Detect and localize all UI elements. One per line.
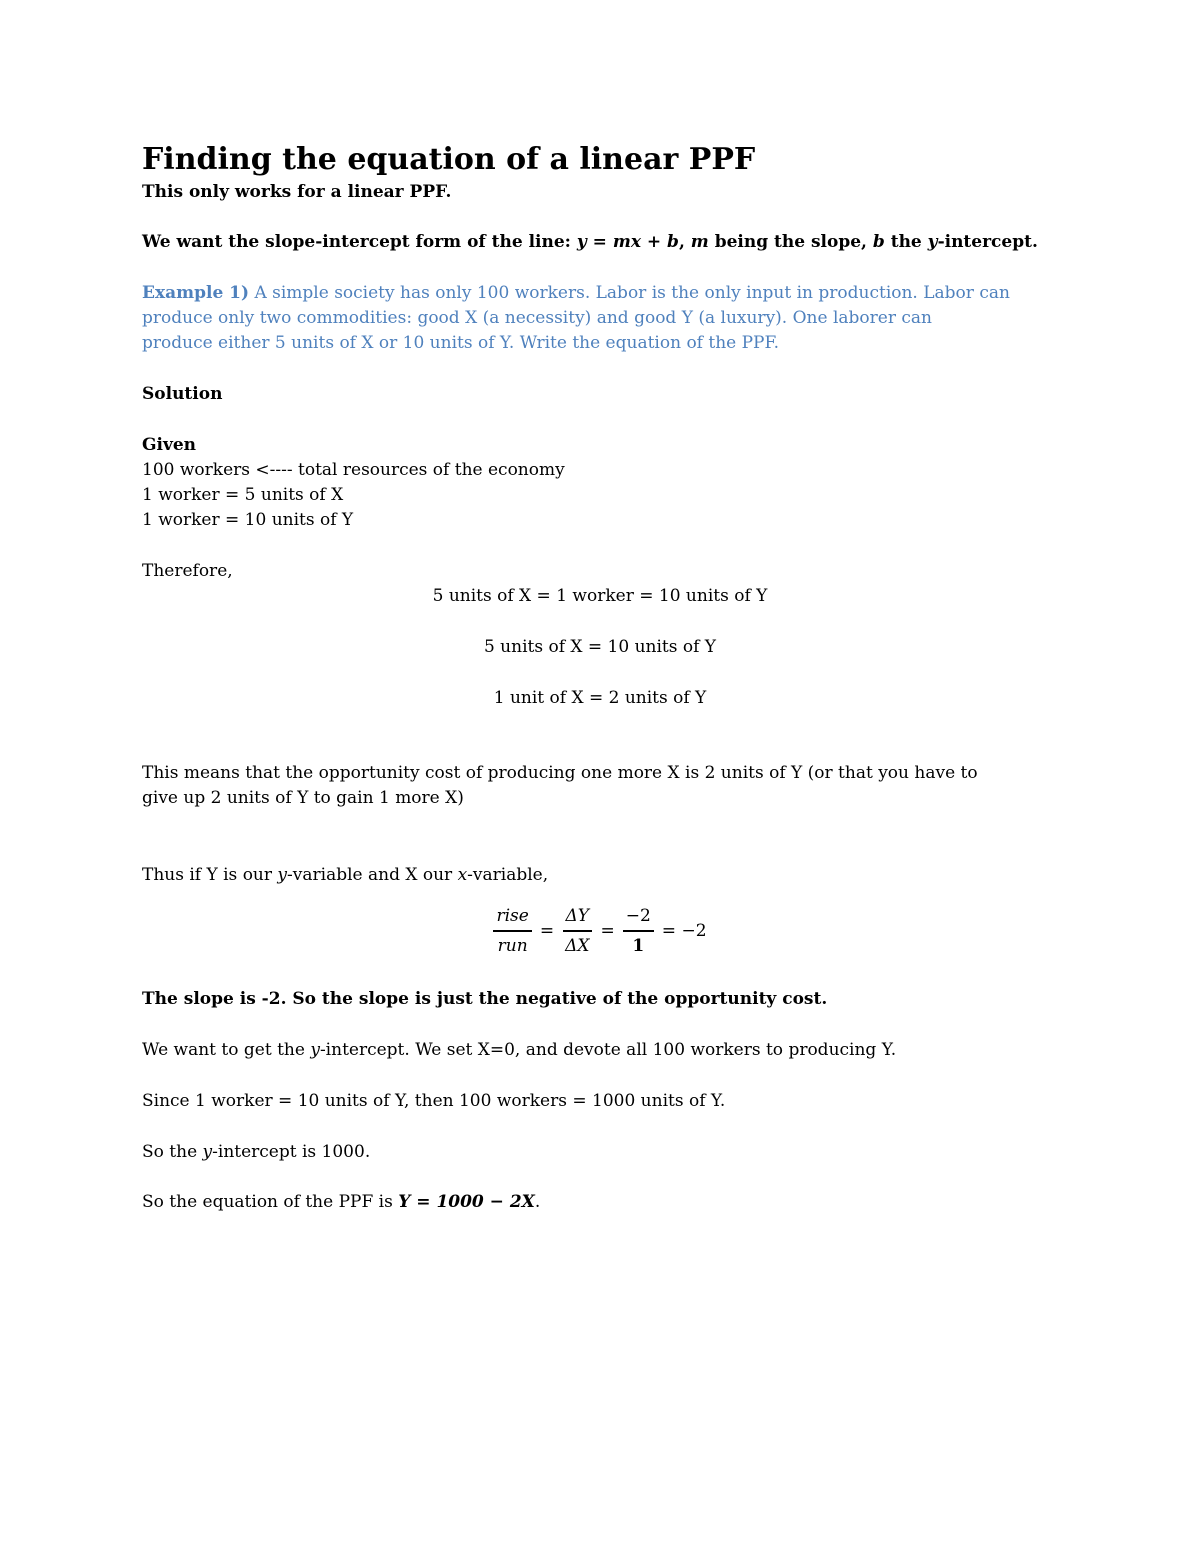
variables-sentence xyxy=(142,864,548,886)
since-line: Since 1 worker = 10 units of Y, then 100 workers = 1000 units of Y. xyxy=(142,1091,726,1111)
equivalence-3: 1 unit of X = 2 units of Y xyxy=(493,688,707,708)
fraction-delta xyxy=(562,906,592,956)
slope-fraction-equation xyxy=(0,906,1200,956)
meaning-line-2: give up 2 units of Y to gain 1 more X) xyxy=(142,788,464,808)
therefore-text: Therefore, xyxy=(142,561,233,581)
given-heading: Given xyxy=(142,435,197,455)
numerator: ΔY xyxy=(563,906,593,932)
linear-note: This only works for a linear PPF. xyxy=(142,182,452,202)
text: -variable and X our xyxy=(287,865,458,885)
equivalence-1: 5 units of X = 1 worker = 10 units of Y xyxy=(432,586,768,606)
equals-sign: = xyxy=(539,921,555,941)
var-y: y xyxy=(277,865,288,885)
y-intercept-intro xyxy=(142,1039,896,1061)
text: -intercept. xyxy=(937,232,1038,252)
text: So the equation of the PPF is xyxy=(142,1192,399,1212)
text: We want to get the xyxy=(142,1040,311,1060)
text: being the slope, xyxy=(708,232,873,252)
var-x: x xyxy=(457,865,468,885)
text: . xyxy=(534,1192,541,1212)
fraction-rise-run xyxy=(493,906,531,956)
text: Thus if Y is our xyxy=(142,865,278,885)
example-line-3: produce either 5 units of X or 10 units of Y. Write the equation of the PPF. xyxy=(142,333,780,353)
var-b: b xyxy=(872,232,885,252)
fraction-value xyxy=(623,906,654,956)
equals-sign: = xyxy=(600,921,615,941)
ppf-formula: Y = 1000 − 2X xyxy=(398,1192,535,1212)
var-y: y xyxy=(310,1040,320,1060)
given-line-3: 1 worker = 10 units of Y xyxy=(142,510,354,530)
result: = −2 xyxy=(661,921,707,941)
formula: y = mx + b xyxy=(576,232,679,252)
denominator: 1 xyxy=(632,936,645,956)
meaning-line-1: This means that the opportunity cost of producing one more X is 2 units of Y (or that you have to xyxy=(142,763,978,783)
text: the xyxy=(884,232,928,252)
text: So the xyxy=(142,1142,203,1162)
example-label: Example 1) xyxy=(142,283,250,303)
equivalence-2: 5 units of X = 10 units of Y xyxy=(483,637,717,657)
y-intercept-result xyxy=(142,1141,370,1163)
text: -intercept. We set X=0, and devote all 100 workers to producing Y. xyxy=(319,1040,897,1060)
var-y: y xyxy=(202,1142,213,1162)
example-line-1 xyxy=(142,282,1010,304)
example-text: A simple society has only 100 workers. Labor is the only input in production. Labor can xyxy=(249,283,1010,303)
var-m: m xyxy=(690,232,709,252)
denominator: ΔX xyxy=(565,936,590,956)
equation xyxy=(489,906,710,956)
example-line-2: produce only two commodities: good X (a necessity) and good Y (a luxury). One laborer can xyxy=(142,308,932,328)
solution-heading: Solution xyxy=(142,384,223,404)
numerator: rise xyxy=(493,906,531,932)
var-y: y xyxy=(927,232,938,252)
text: -intercept is 1000. xyxy=(212,1142,371,1162)
given-line-1: 100 workers <---- total resources of the economy xyxy=(142,460,565,480)
slope-intercept-intro xyxy=(142,231,1038,253)
numerator: −2 xyxy=(623,906,654,932)
text: , xyxy=(678,232,691,252)
text: -variable, xyxy=(467,865,549,885)
text: We want the slope-intercept form of the line: xyxy=(142,232,577,252)
denominator: run xyxy=(497,936,528,956)
final-equation-line xyxy=(142,1191,540,1213)
page-title: Finding the equation of a linear PPF xyxy=(142,142,756,177)
given-line-2: 1 worker = 5 units of X xyxy=(142,485,344,505)
slope-result: The slope is -2. So the slope is just the negative of the opportunity cost. xyxy=(142,989,828,1009)
